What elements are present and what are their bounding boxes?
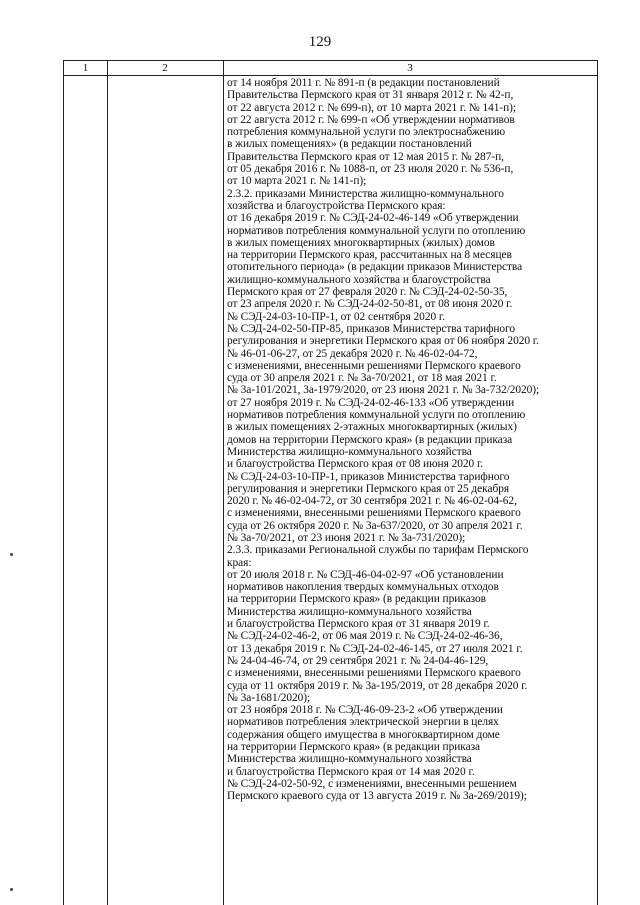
text-line: № СЭД-24-02-46-2, от 06 мая 2019 г. № СЭД-24-02-46-36, <box>227 630 503 643</box>
text-line: 2020 г. № 46-02-04-72, от 30 сентября 2021 г. № 46-02-04-62, <box>227 495 517 508</box>
text-line: от 05 декабря 2016 г. № 1088-п, от 23 июля 2020 г. № 536-п, <box>227 163 514 176</box>
text-line: № СЭД-24-02-50-92, с изменениями, внесенными решением <box>227 777 517 790</box>
text-line: 2.3.3. приказами Региональной службы по тарифам Пермского <box>227 544 529 557</box>
text-line: от 27 ноября 2019 г. № СЭД-24-02-46-133 «Об утверждении <box>227 396 515 409</box>
text-line: на территории Пермского края, рассчитанных на 8 месяцев <box>227 249 512 262</box>
column-divider <box>107 61 108 905</box>
text-line: с изменениями, внесенными решениями Пермского краевого <box>227 667 521 680</box>
text-line: потребления коммунальной услуги по электроснабжению <box>227 126 506 139</box>
document-table <box>63 60 598 905</box>
text-line: суда от 30 апреля 2021 г. № 3а-70/2021, от 18 мая 2021 г. <box>227 372 497 385</box>
header-cell-2: 2 <box>162 62 168 74</box>
text-line: с изменениями, внесенными решениями Пермского краевого <box>227 359 521 372</box>
text-line: от 14 ноября 2011 г. № 891-п (в редакции постановлений <box>227 77 500 89</box>
page-number: 129 <box>308 34 332 50</box>
text-line: от 10 марта 2021 г. № 141-п); <box>227 175 367 188</box>
text-line: нормативов накопления твердых коммунальных отходов <box>227 581 499 594</box>
text-line: Пермского края от 27 февраля 2020 г. № СЭД-24-02-50-35, <box>227 286 508 299</box>
text-line: от 22 августа 2012 г. № 699-п «Об утверждении нормативов <box>227 113 515 126</box>
text-line: № 3а-1681/2020); <box>227 691 311 704</box>
scan-mark <box>10 553 13 556</box>
text-line: Министерства жилищно-коммунального хозяйства <box>227 445 472 458</box>
text-line: № 3а-101/2021, 3а-1979/2020, от 23 июня 2021 г. № 3а-732/2020); <box>227 384 540 397</box>
text-line: Министерства жилищно-коммунального хозяйства <box>227 605 472 618</box>
text-line: в жилых помещениях 2-этажных многоквартирных (жилых) <box>227 421 517 434</box>
text-line: от 23 ноября 2018 г. № СЭД-46-09-23-2 «Об утверждении <box>227 704 503 717</box>
text-line: Правительства Пермского края от 31 января 2012 г. № 42-п, <box>227 89 514 102</box>
text-line: № СЭД-24-03-10-ПР-1, от 02 сентября 2020 г. <box>227 310 446 323</box>
text-line: от 23 апреля 2020 г. № СЭД-24-02-50-81, от 08 июня 2020 г. <box>227 298 513 311</box>
column-3-text <box>227 77 593 803</box>
text-line: и благоустройства Пермского края от 08 июня 2020 г. <box>227 458 484 471</box>
text-line: нормативов потребления коммунальной услуги по отоплению <box>227 224 526 237</box>
text-line: № 46-01-06-27, от 25 декабря 2020 г. № 46-02-04-72, <box>227 347 478 360</box>
text-line: отопительного периода» (в редакции приказов Министерства <box>227 261 523 274</box>
text-line: нормативов потребления коммунальной услуги по отоплению <box>227 409 526 422</box>
text-line: содержания общего имущества в многоквартирном доме <box>227 728 500 741</box>
text-line: домов на территории Пермского края» (в редакции приказа <box>227 433 513 446</box>
scan-mark <box>10 888 13 891</box>
text-line: Пермского краевого суда от 13 августа 2019 г. № 3а-269/2019); <box>227 790 527 803</box>
text-line: в жилых помещениях многоквартирных (жилых) домов <box>227 236 495 249</box>
text-line: суда от 11 октября 2019 г. № 3а-195/2019, от 28 декабря 2020 г. <box>227 679 528 692</box>
text-line: с изменениями, внесенными решениями Пермского краевого <box>227 507 521 520</box>
text-line: и благоустройства Пермского края от 14 мая 2020 г. <box>227 765 475 778</box>
text-line: хозяйства и благоустройства Пермского края: <box>227 199 446 212</box>
text-line: от 16 декабря 2019 г. № СЭД-24-02-46-149 «Об утверждении <box>227 212 519 225</box>
text-line: нормативов потребления электрической энергии в целях <box>227 716 499 729</box>
text-line: суда от 26 октября 2020 г. № 3а-637/2020, от 30 апреля 2021 г. <box>227 519 523 532</box>
table-header-row <box>64 61 597 76</box>
header-cell-3: 3 <box>407 62 413 74</box>
text-line: № СЭД-24-02-50-ПР-85, приказов Министерства тарифного <box>227 322 516 335</box>
text-line: № 24-04-46-74, от 29 сентября 2021 г. № 24-04-46-129, <box>227 654 489 667</box>
text-line: на территории Пермского края» (в редакции приказа <box>227 741 481 754</box>
header-cell-1: 1 <box>82 62 89 74</box>
text-line: жилищно-коммунального хозяйства и благоустройства <box>227 273 491 286</box>
text-line: регулирования и энергетики Пермского края от 25 декабря <box>227 482 510 495</box>
text-line: на территории Пермского края» (в редакции приказов <box>227 593 486 606</box>
text-line: от 13 декабря 2019 г. № СЭД-24-02-46-145, от 27 июля 2021 г. <box>227 642 523 655</box>
text-line: № СЭД-24-03-10-ПР-1, приказов Министерства тарифного <box>227 470 510 483</box>
text-line: от 20 июля 2018 г. № СЭД-46-04-02-97 «Об установлении <box>227 568 504 581</box>
text-line: и благоустройства Пермского края от 31 января 2019 г. <box>227 618 490 631</box>
text-line: Министерства жилищно-коммунального хозяйства <box>227 753 472 766</box>
text-line: от 22 августа 2012 г. № 699-п), от 10 марта 2021 г. № 141-п); <box>227 101 517 114</box>
column-divider <box>223 61 224 905</box>
text-line: в жилых помещениях» (в редакции постановлений <box>227 138 472 151</box>
text-line: края: <box>227 556 252 569</box>
text-line: Правительства Пермского края от 12 мая 2015 г. № 287-п, <box>227 150 504 163</box>
text-line: регулирования и энергетики Пермского края от 06 ноября 2020 г. <box>227 335 539 348</box>
text-line: № 3а-70/2021, от 23 июня 2021 г. № 3а-731/2020); <box>227 531 466 544</box>
text-line: 2.3.2. приказами Министерства жилищно-коммунального <box>227 187 504 200</box>
